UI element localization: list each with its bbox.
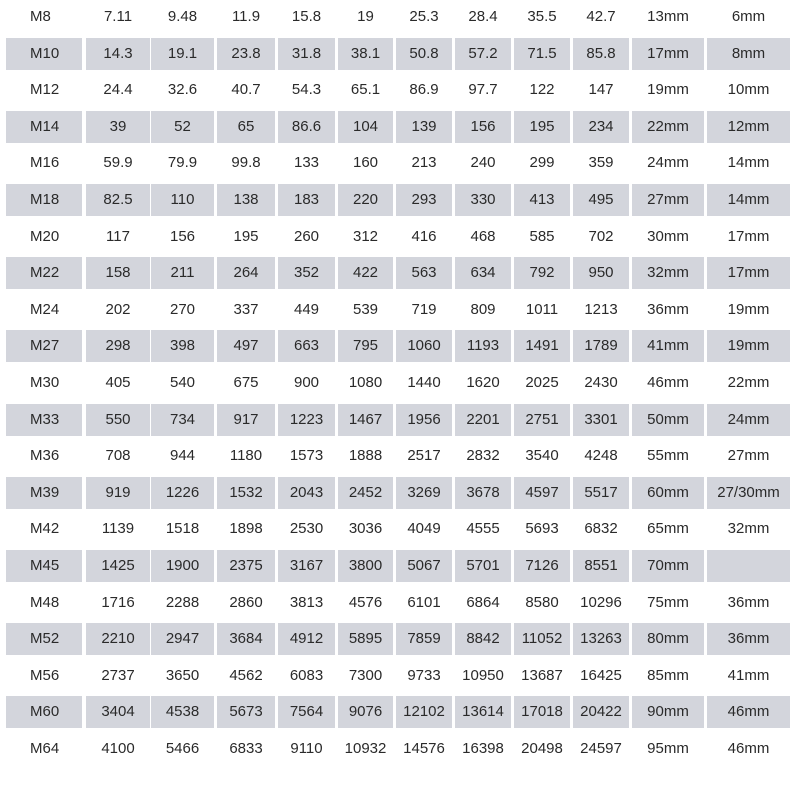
table-row: [0, 74, 790, 106]
torque-value-cell: 8580: [525, 593, 559, 611]
bolt-size-cell: M22: [6, 257, 82, 289]
torque-value-cell: 32.6: [167, 81, 198, 99]
wrench-size-cell: 22mm: [632, 111, 704, 143]
torque-value-cell: 54.3: [291, 81, 322, 99]
torque-value-cell: 211: [151, 257, 214, 289]
torque-value-cell: 293: [396, 184, 452, 216]
bolt-size-cell: M20: [30, 227, 60, 245]
bolt-size-cell: M60: [6, 696, 82, 728]
torque-value-cell: 1060: [396, 330, 452, 362]
torque-value-cell: 2210: [86, 623, 150, 655]
torque-value-cell: 416: [411, 227, 437, 245]
torque-value-cell: 17018: [514, 696, 570, 728]
torque-value-cell: 2375: [217, 550, 275, 582]
table-row: [0, 111, 790, 143]
wrench-size-cell: 55mm: [647, 447, 689, 465]
torque-value-cell: 398: [151, 330, 214, 362]
bolt-size-cell: M8: [30, 8, 51, 25]
torque-value-cell: 240: [470, 154, 496, 172]
hex-key-size-cell: 32mm: [727, 520, 770, 538]
torque-value-cell: 8842: [455, 623, 511, 655]
hex-key-size-cell: 46mm: [707, 696, 790, 728]
torque-value-cell: 4912: [278, 623, 335, 655]
torque-value-cell: 20498: [521, 740, 563, 757]
torque-value-cell: 1080: [348, 374, 383, 391]
torque-value-cell: 9076: [338, 696, 393, 728]
torque-value-cell: 14.3: [86, 38, 150, 70]
torque-value-cell: 5517: [573, 477, 629, 509]
torque-value-cell: 1440: [407, 374, 441, 391]
torque-value-cell: 7126: [514, 550, 570, 582]
torque-value-cell: 337: [233, 300, 259, 318]
torque-value-cell: 3167: [278, 550, 335, 582]
torque-value-cell: 3813: [289, 593, 324, 611]
torque-value-cell: 3540: [525, 447, 559, 465]
torque-value-cell: 9110: [290, 740, 323, 757]
torque-value-cell: 900: [293, 374, 320, 391]
table-row: [0, 367, 790, 399]
torque-value-cell: 495: [573, 184, 629, 216]
wrench-size-cell: 60mm: [632, 477, 704, 509]
hex-key-size-cell: 10mm: [727, 81, 770, 99]
torque-value-cell: 422: [338, 257, 393, 289]
torque-value-cell: 19.1: [151, 38, 214, 70]
torque-value-cell: 468: [470, 227, 496, 245]
wrench-size-cell: 24mm: [647, 154, 689, 172]
torque-value-cell: 9.48: [167, 8, 198, 25]
torque-value-cell: 3269: [396, 477, 452, 509]
wrench-size-cell: 46mm: [647, 374, 689, 391]
torque-value-cell: 122: [529, 81, 555, 99]
table-row: [0, 587, 790, 619]
torque-value-cell: 5673: [217, 696, 275, 728]
torque-value-cell: 2530: [289, 520, 324, 538]
table-row: [0, 1, 790, 33]
torque-value-cell: 13263: [573, 623, 629, 655]
bolt-size-cell: M48: [30, 593, 60, 611]
torque-value-cell: 1425: [86, 550, 150, 582]
torque-value-cell: 944: [169, 447, 196, 465]
torque-value-cell: 1716: [101, 593, 135, 611]
torque-value-cell: 1900: [151, 550, 214, 582]
torque-value-cell: 702: [588, 227, 614, 245]
torque-value-cell: 13687: [521, 666, 563, 684]
bolt-size-cell: M39: [6, 477, 82, 509]
table-row: [0, 330, 790, 362]
bolt-size-cell: M33: [6, 404, 82, 436]
torque-value-cell: 299: [529, 154, 555, 172]
torque-value-cell: 708: [105, 447, 131, 465]
torque-value-cell: 270: [169, 300, 196, 318]
torque-value-cell: 10932: [344, 740, 387, 757]
torque-value-cell: 663: [278, 330, 335, 362]
torque-value-cell: 260: [293, 227, 320, 245]
torque-value-cell: 1139: [101, 520, 135, 538]
torque-value-cell: 6833: [229, 740, 263, 757]
torque-value-cell: 298: [86, 330, 150, 362]
torque-value-cell: 12102: [396, 696, 452, 728]
torque-value-cell: 585: [529, 227, 555, 245]
wrench-size-cell: 90mm: [632, 696, 704, 728]
torque-value-cell: 110: [151, 184, 214, 216]
torque-value-cell: 359: [588, 154, 614, 172]
torque-value-cell: 3684: [217, 623, 275, 655]
torque-value-cell: 6101: [407, 593, 441, 611]
torque-value-cell: 405: [105, 374, 131, 391]
torque-value-cell: 11052: [514, 623, 570, 655]
torque-value-cell: 20422: [573, 696, 629, 728]
torque-value-cell: 2517: [407, 447, 441, 465]
torque-value-cell: 52: [151, 111, 214, 143]
table-row: [0, 623, 790, 655]
torque-value-cell: 1213: [584, 300, 618, 318]
table-row: [0, 404, 790, 436]
hex-key-size-cell: 24mm: [707, 404, 790, 436]
torque-value-cell: 156: [455, 111, 511, 143]
torque-value-cell: 809: [470, 300, 496, 318]
hex-key-size-cell: [707, 550, 790, 582]
bolt-size-cell: M42: [30, 520, 60, 538]
torque-value-cell: 7300: [348, 666, 383, 684]
torque-value-cell: 3650: [165, 666, 200, 684]
torque-value-cell: 4562: [229, 666, 263, 684]
wrench-size-cell: 36mm: [647, 300, 689, 318]
torque-value-cell: 3678: [455, 477, 511, 509]
wrench-size-cell: 70mm: [632, 550, 704, 582]
torque-value-cell: 7859: [396, 623, 452, 655]
torque-value-cell: 4576: [348, 593, 383, 611]
torque-value-cell: 28.4: [468, 8, 498, 25]
torque-value-cell: 2288: [165, 593, 200, 611]
hex-key-size-cell: 8mm: [707, 38, 790, 70]
hex-key-size-cell: 41mm: [727, 666, 770, 684]
wrench-size-cell: 27mm: [632, 184, 704, 216]
torque-value-cell: 2452: [338, 477, 393, 509]
torque-value-cell: 220: [338, 184, 393, 216]
torque-value-cell: 213: [411, 154, 437, 172]
torque-value-cell: 65.1: [350, 81, 381, 99]
torque-value-cell: 6832: [584, 520, 618, 538]
torque-value-cell: 1532: [217, 477, 275, 509]
bolt-size-cell: M27: [6, 330, 82, 362]
bolt-size-cell: M56: [30, 666, 60, 684]
torque-value-cell: 104: [338, 111, 393, 143]
torque-value-cell: 24597: [580, 740, 622, 757]
torque-value-cell: 24.4: [103, 81, 133, 99]
torque-value-cell: 312: [352, 227, 379, 245]
torque-value-cell: 138: [217, 184, 275, 216]
bolt-size-cell: M36: [30, 447, 60, 465]
torque-value-cell: 5895: [338, 623, 393, 655]
torque-value-cell: 719: [411, 300, 437, 318]
torque-value-cell: 99.8: [231, 154, 261, 172]
torque-value-cell: 413: [514, 184, 570, 216]
torque-value-cell: 16398: [462, 740, 504, 757]
torque-value-cell: 86.6: [278, 111, 335, 143]
torque-value-cell: 2947: [151, 623, 214, 655]
bolt-size-cell: M64: [30, 740, 60, 757]
torque-value-cell: 86.9: [409, 81, 439, 99]
torque-value-cell: 2201: [455, 404, 511, 436]
table-row: [0, 440, 790, 472]
torque-value-cell: 133: [293, 154, 320, 172]
torque-value-cell: 2737: [101, 666, 135, 684]
torque-value-cell: 39: [86, 111, 150, 143]
wrench-size-cell: 85mm: [647, 666, 689, 684]
torque-value-cell: 23.8: [217, 38, 275, 70]
torque-value-cell: 4049: [407, 520, 441, 538]
table-row: [0, 550, 790, 582]
torque-value-cell: 3800: [338, 550, 393, 582]
table-row: [0, 733, 790, 765]
wrench-size-cell: 95mm: [647, 740, 689, 757]
torque-value-cell: 540: [169, 374, 196, 391]
torque-value-cell: 71.5: [514, 38, 570, 70]
bolt-size-cell: M16: [30, 154, 60, 172]
torque-value-cell: 1226: [151, 477, 214, 509]
wrench-size-cell: 41mm: [632, 330, 704, 362]
torque-value-cell: 5466: [165, 740, 200, 757]
torque-value-cell: 57.2: [455, 38, 511, 70]
table-row: [0, 477, 790, 509]
hex-key-size-cell: 36mm: [727, 593, 770, 611]
torque-value-cell: 3404: [86, 696, 150, 728]
torque-value-cell: 158: [86, 257, 150, 289]
torque-value-cell: 117: [106, 227, 130, 245]
torque-value-cell: 352: [278, 257, 335, 289]
hex-key-size-cell: 12mm: [707, 111, 790, 143]
torque-value-cell: 1467: [338, 404, 393, 436]
torque-value-cell: 16425: [580, 666, 622, 684]
torque-value-cell: 6864: [466, 593, 500, 611]
torque-value-cell: 10950: [462, 666, 504, 684]
torque-value-cell: 2043: [278, 477, 335, 509]
torque-value-cell: 2832: [466, 447, 500, 465]
torque-value-cell: 156: [169, 227, 196, 245]
torque-value-cell: 79.9: [167, 154, 198, 172]
wrench-size-cell: 19mm: [647, 81, 689, 99]
table-row: [0, 696, 790, 728]
torque-value-cell: 550: [86, 404, 150, 436]
table-row: [0, 257, 790, 289]
torque-value-cell: 634: [455, 257, 511, 289]
wrench-size-cell: 75mm: [647, 593, 689, 611]
torque-value-cell: 40.7: [231, 81, 261, 99]
hex-key-size-cell: 27mm: [727, 447, 770, 465]
wrench-size-cell: 65mm: [647, 520, 689, 538]
hex-key-size-cell: 17mm: [707, 257, 790, 289]
bolt-size-cell: M12: [30, 81, 60, 99]
torque-value-cell: 2860: [229, 593, 263, 611]
torque-value-cell: 4100: [101, 740, 135, 757]
torque-value-cell: 13614: [455, 696, 511, 728]
bolt-size-cell: M24: [30, 300, 60, 318]
torque-value-cell: 59.9: [103, 154, 133, 172]
table-row: [0, 513, 790, 545]
torque-value-cell: 50.8: [396, 38, 452, 70]
torque-value-cell: 10296: [580, 593, 622, 611]
table-row: [0, 38, 790, 70]
wrench-size-cell: 30mm: [647, 227, 689, 245]
torque-value-cell: 160: [352, 154, 379, 172]
torque-value-cell: 264: [217, 257, 275, 289]
wrench-size-cell: 50mm: [632, 404, 704, 436]
wrench-size-cell: 17mm: [632, 38, 704, 70]
bolt-size-cell: M30: [30, 374, 60, 391]
torque-value-cell: 6083: [289, 666, 324, 684]
torque-value-cell: 3036: [348, 520, 383, 538]
torque-value-cell: 950: [573, 257, 629, 289]
torque-value-cell: 19: [357, 8, 374, 25]
torque-value-cell: 139: [396, 111, 452, 143]
bolt-size-cell: M18: [6, 184, 82, 216]
torque-value-cell: 15.8: [291, 8, 322, 25]
torque-value-cell: 675: [233, 374, 259, 391]
torque-value-cell: 497: [217, 330, 275, 362]
torque-value-cell: 792: [514, 257, 570, 289]
torque-value-cell: 1518: [165, 520, 200, 538]
torque-value-cell: 234: [573, 111, 629, 143]
torque-value-cell: 4555: [466, 520, 500, 538]
torque-value-cell: 5067: [396, 550, 452, 582]
torque-value-cell: 11.9: [231, 8, 261, 25]
torque-value-cell: 38.1: [338, 38, 393, 70]
torque-value-cell: 97.7: [468, 81, 498, 99]
torque-value-cell: 82.5: [86, 184, 150, 216]
torque-value-cell: 1620: [466, 374, 500, 391]
torque-value-cell: 195: [514, 111, 570, 143]
torque-value-cell: 919: [86, 477, 150, 509]
table-row: [0, 184, 790, 216]
torque-value-cell: 1888: [348, 447, 383, 465]
torque-value-cell: 42.7: [586, 8, 616, 25]
torque-value-cell: 7564: [278, 696, 335, 728]
hex-key-size-cell: 22mm: [727, 374, 770, 391]
torque-value-cell: 1573: [289, 447, 324, 465]
torque-value-cell: 5693: [525, 520, 559, 538]
torque-value-cell: 35.5: [527, 8, 557, 25]
hex-key-size-cell: 14mm: [707, 184, 790, 216]
bolt-size-cell: M10: [6, 38, 82, 70]
torque-value-cell: 449: [293, 300, 320, 318]
torque-value-cell: 4597: [514, 477, 570, 509]
torque-value-cell: 1491: [514, 330, 570, 362]
wrench-size-cell: 32mm: [632, 257, 704, 289]
torque-value-cell: 5701: [455, 550, 511, 582]
torque-value-cell: 1180: [229, 447, 263, 465]
torque-value-cell: 195: [233, 227, 259, 245]
table-row: [0, 660, 790, 692]
hex-key-size-cell: 27/30mm: [707, 477, 790, 509]
torque-value-cell: 25.3: [409, 8, 439, 25]
torque-value-cell: 539: [352, 300, 379, 318]
torque-value-cell: 330: [455, 184, 511, 216]
torque-value-cell: 1223: [278, 404, 335, 436]
hex-key-size-cell: 19mm: [707, 330, 790, 362]
torque-value-cell: 147: [588, 81, 614, 99]
torque-value-cell: 795: [338, 330, 393, 362]
torque-value-cell: 4538: [151, 696, 214, 728]
torque-value-cell: 4248: [584, 447, 618, 465]
torque-value-cell: 1011: [525, 300, 559, 318]
bolt-size-cell: M14: [6, 111, 82, 143]
hex-key-size-cell: 46mm: [727, 740, 770, 757]
hex-key-size-cell: 14mm: [727, 154, 770, 172]
table-row: [0, 221, 790, 253]
torque-value-cell: 2025: [525, 374, 559, 391]
torque-value-cell: 9733: [407, 666, 441, 684]
torque-value-cell: 14576: [403, 740, 445, 757]
bolt-size-cell: M45: [6, 550, 82, 582]
bolt-size-cell: M52: [6, 623, 82, 655]
torque-value-cell: 1898: [229, 520, 263, 538]
torque-value-cell: 563: [396, 257, 452, 289]
table-row: [0, 147, 790, 179]
torque-value-cell: 8551: [573, 550, 629, 582]
torque-value-cell: 734: [151, 404, 214, 436]
torque-value-cell: 183: [278, 184, 335, 216]
wrench-size-cell: 13mm: [647, 8, 689, 25]
torque-value-cell: 2430: [584, 374, 618, 391]
torque-value-cell: 3301: [573, 404, 629, 436]
torque-value-cell: 7.11: [103, 8, 133, 25]
torque-value-cell: 917: [217, 404, 275, 436]
torque-value-cell: 202: [105, 300, 131, 318]
hex-key-size-cell: 19mm: [727, 300, 770, 318]
torque-value-cell: 1193: [455, 330, 511, 362]
torque-value-cell: 1956: [396, 404, 452, 436]
torque-value-cell: 31.8: [278, 38, 335, 70]
wrench-size-cell: 80mm: [632, 623, 704, 655]
torque-value-cell: 65: [217, 111, 275, 143]
hex-key-size-cell: 6mm: [731, 8, 766, 25]
table-row: [0, 294, 790, 326]
torque-value-cell: 2751: [514, 404, 570, 436]
hex-key-size-cell: 17mm: [727, 227, 770, 245]
torque-value-cell: 1789: [573, 330, 629, 362]
hex-key-size-cell: 36mm: [707, 623, 790, 655]
torque-value-cell: 85.8: [573, 38, 629, 70]
